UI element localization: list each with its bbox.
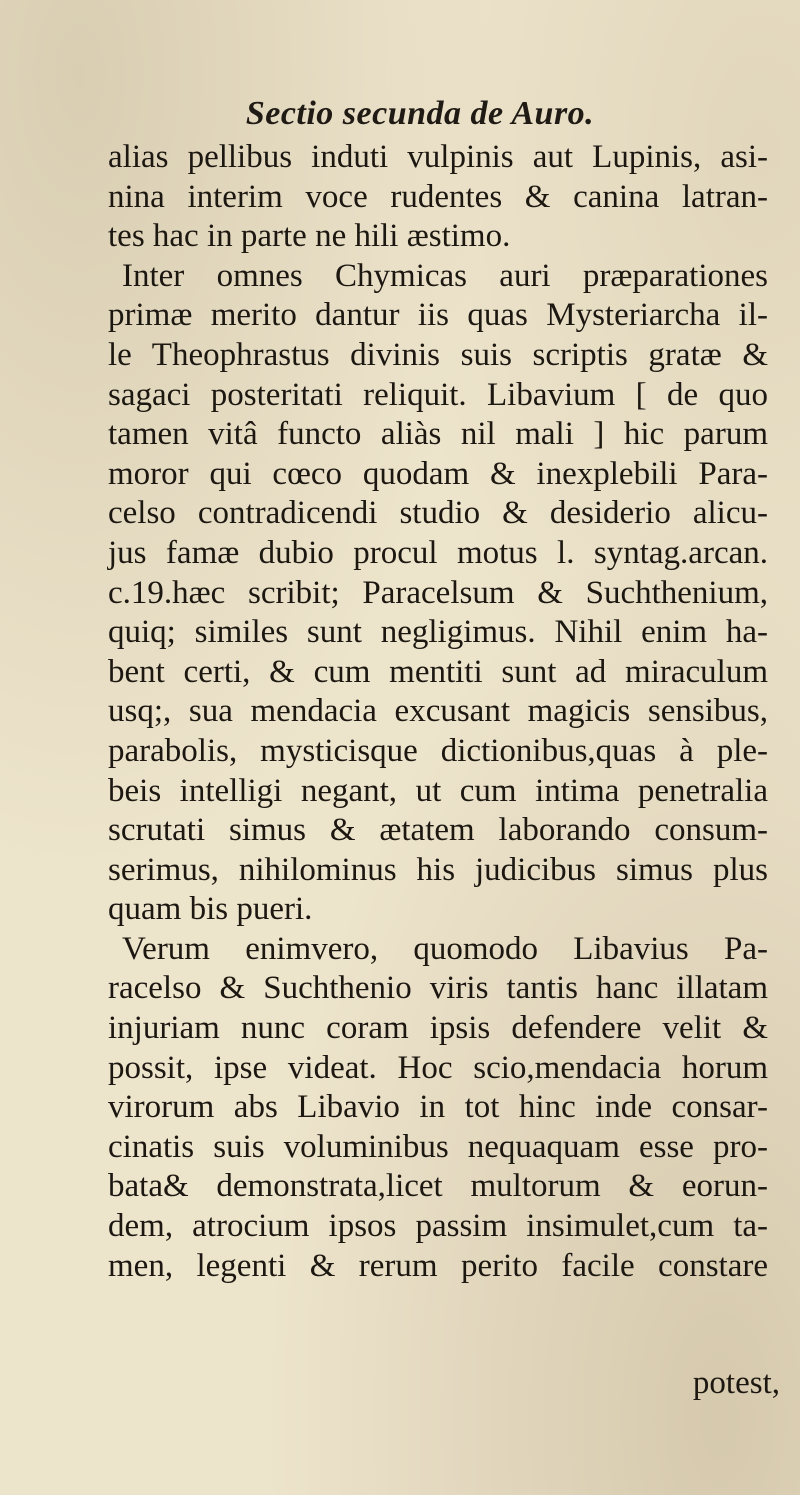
text-line: Verum enimvero, quomodo Libavius Pa- <box>122 930 768 967</box>
text-line: le Theophrastus divinis suis scriptis gratæ & <box>108 336 768 373</box>
text-line: celso contradicendi studio & desiderio alicu- <box>108 495 768 532</box>
text-line: moror qui cœco quodam & inexplebili Para- <box>108 455 768 492</box>
text-line: bata& demonstrata,licet multorum & eorun- <box>108 1168 768 1205</box>
text-line: nina interim voce rudentes & canina latran- <box>108 178 768 215</box>
text-line: scrutati simus & ætatem laborando consum- <box>108 812 768 849</box>
text-line: alias pellibus induti vulpinis aut Lupinis, asi- <box>108 139 768 175</box>
text-line: quam bis pueri. <box>108 891 313 928</box>
text-line: possit, ipse videat. Hoc scio,mendacia horum <box>108 1049 768 1086</box>
text-line: sagaci posteritati reliquit. Libavium [ de quo <box>108 376 768 413</box>
text-line: bent certi, & cum mentiti sunt ad miraculum <box>108 653 768 690</box>
running-title: Sectio secunda de Auro. <box>245 95 595 132</box>
text-line: serimus, nihilominus his judicibus simus plus <box>108 851 768 888</box>
text-line: Inter omnes Chymicas auri præparationes <box>122 257 768 294</box>
text-line: parabolis, mysticisque dictionibus,quas à ple- <box>108 732 768 769</box>
text-line: beis intelligi negant, ut cum intima penetralia <box>108 772 768 809</box>
text-line: usq;, sua mendacia excusant magicis sensibus, <box>108 693 768 730</box>
text-line: injuriam nunc coram ipsis defendere velit & <box>108 1010 768 1047</box>
text-line: jus famæ dubio procul motus l. syntag.arcan. <box>108 534 768 571</box>
text-line: tes hac in parte ne hili æstimo. <box>108 218 511 255</box>
text-line: racelso & Suchthenio viris tantis hanc illatam <box>108 970 768 1007</box>
text-line: cinatis suis voluminibus nequaquam esse pro- <box>108 1128 768 1165</box>
body-text <box>108 138 768 1286</box>
text-line: c.19.hæc scribit; Paracelsum & Suchthenium, <box>108 574 768 611</box>
text-line: quiq; similes sunt negligimus. Nihil enim ha- <box>108 614 768 651</box>
text-line: tamen vitâ functo aliàs nil mali ] hic parum <box>108 416 768 453</box>
text-line: virorum abs Libavio in tot hinc inde consar- <box>108 1089 768 1126</box>
text-line: men, legenti & rerum perito facile constare <box>108 1247 768 1284</box>
text-line: dem, atrocium ipsos passim insimulet,cum ta- <box>108 1208 768 1245</box>
text-line: primæ merito dantur iis quas Mysteriarcha il- <box>108 297 768 334</box>
catchword: potest, <box>692 1365 780 1401</box>
